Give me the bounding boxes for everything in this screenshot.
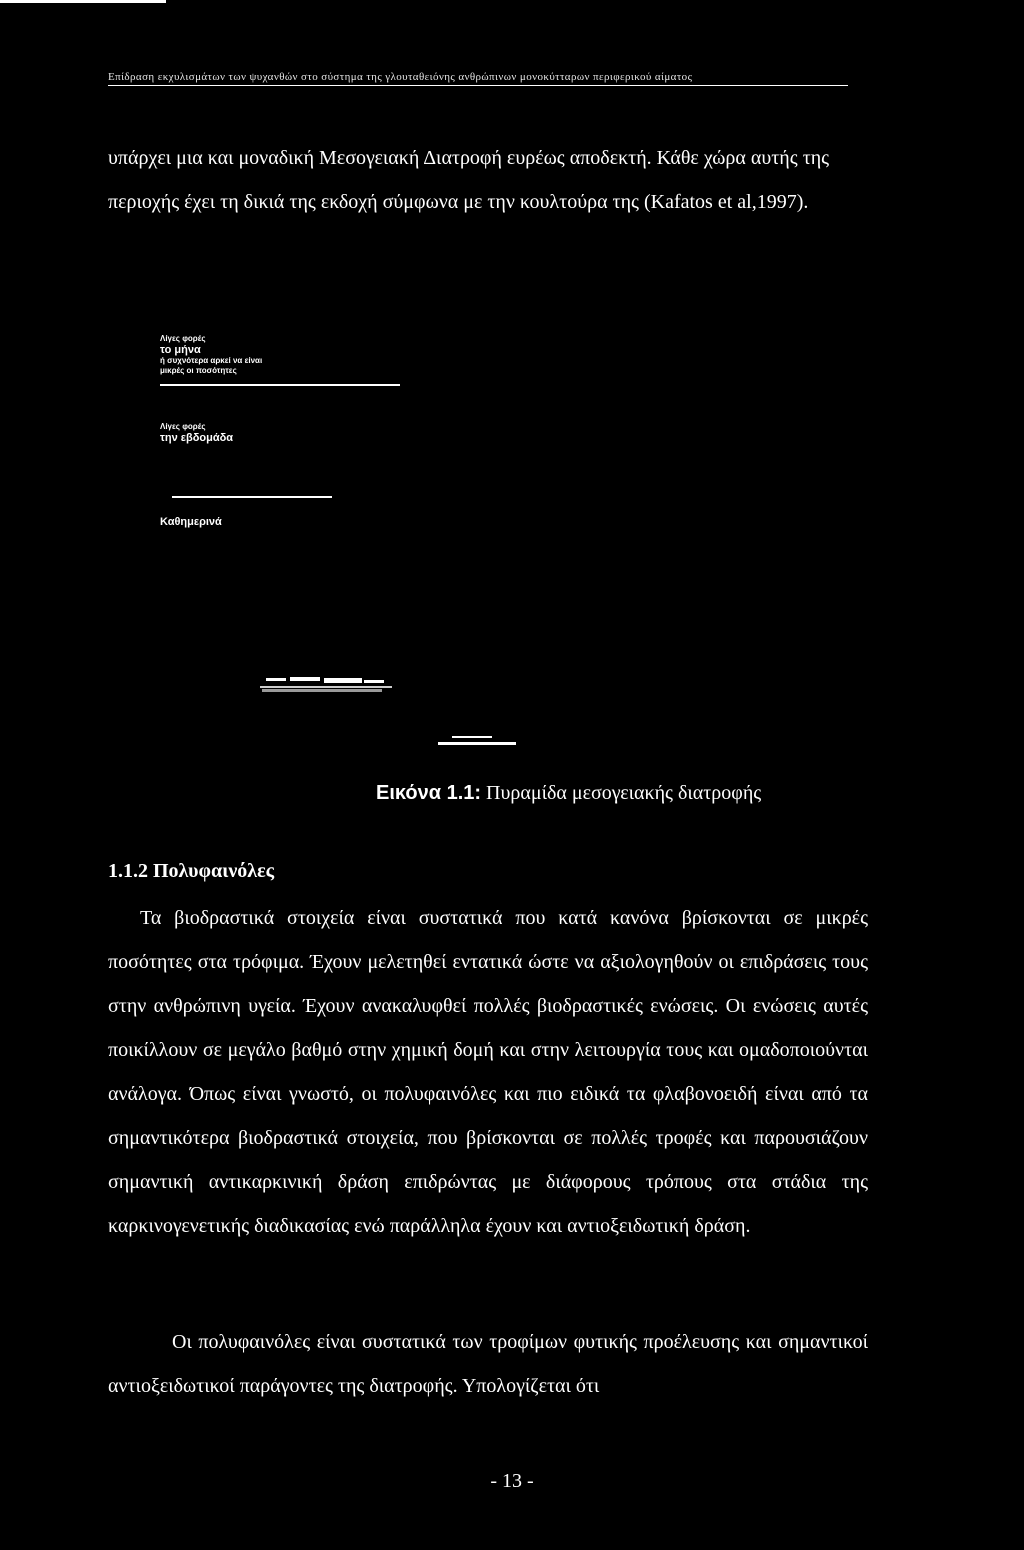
- tier-weekly-line1: Λίγες φορές: [160, 422, 206, 431]
- figure-caption: [376, 782, 761, 805]
- tier-monthly-line2: το μήνα: [160, 344, 201, 356]
- tier-monthly-line3: ή συχνότερα αρκεί να είναι: [160, 356, 263, 365]
- tier-monthly-line1: Λίγες φορές: [160, 334, 206, 343]
- section-heading: 1.1.2 Πολυφαινόλες: [108, 860, 275, 882]
- caption-label: Εικόνα 1.1:: [376, 782, 482, 804]
- intro-paragraph: υπάρχει μια και μοναδική Μεσογειακή Διατροφή ευρέως αποδεκτή. Κάθε χώρα αυτής της περιοχής έχει τη δικιά της εκδοχή σύμφωνα με την κουλτούρα της (Kafatos et al,1997).: [108, 147, 830, 213]
- pyramid-tier-weekly: [160, 422, 233, 444]
- body-paragraph-2: Οι πολυφαινόλες είναι συστατικά των τροφίμων φυτικής προέλευσης και σημαντικοί αντιοξειδωτικοί παράγοντες της διατροφής. Υπολογίζεται ότι: [108, 1331, 868, 1397]
- pyramid-base-smudge: [260, 676, 392, 698]
- tier-monthly-line4: μικρές οι ποσότητες: [160, 366, 237, 375]
- tier-weekly-line2: την εβδομάδα: [160, 432, 234, 444]
- caption-text: Πυραμίδα μεσογειακής διατροφής: [481, 782, 762, 804]
- running-header: Επίδραση εκχυλισμάτων των ψυχανθών στο σύστημα της γλουταθειόνης ανθρώπινων μονοκύτταρων περιφερικού αίματος: [108, 71, 848, 86]
- pyramid-tier-daily: Καθημερινά: [160, 516, 222, 528]
- pyramid-tier-monthly: [160, 334, 400, 376]
- mediterranean-pyramid-figure: [140, 320, 540, 760]
- body-paragraph: Τα βιοδραστικά στοιχεία είναι συστατικά που κατά κανόνα βρίσκονται σε μικρές ποσότητες στα τρόφιμα. Έχουν μελετηθεί εντατικά ώστε να αξιολογηθούν οι επιδράσεις τους στην ανθρώπινη υγεία. Έχουν ανακαλυφθεί πολλές βιοδραστικές ενώσεις. Οι ενώσεις αυτές ποικίλλουν σε μεγάλο βαθμό στην χημική δομή και στην λειτουργία τους και ομαδοποιούνται ανάλογα. Όπως είναι γνωστό, οι πολυφαινόλες και πιο ειδικά τα φλαβονοειδή είναι από τα σημαντικότερα βιοδραστικά στοιχεία, που βρίσκονται σε πολλές τροφές και παρουσιάζουν σημαντική αντικαρκινική δράση επιδρώντας με διάφορους τρόπους στα στάδια της καρκινογενετικής διαδικασίας ενώ παράλληλα έχουν και αντιοξειδωτική δράση.: [108, 907, 868, 1237]
- page-number: - 13 -: [490, 1470, 534, 1492]
- top-rule: [0, 0, 166, 3]
- pyramid-divider-1: [160, 384, 400, 386]
- pyramid-divider-2: [172, 496, 332, 498]
- pyramid-base-line: [438, 734, 516, 748]
